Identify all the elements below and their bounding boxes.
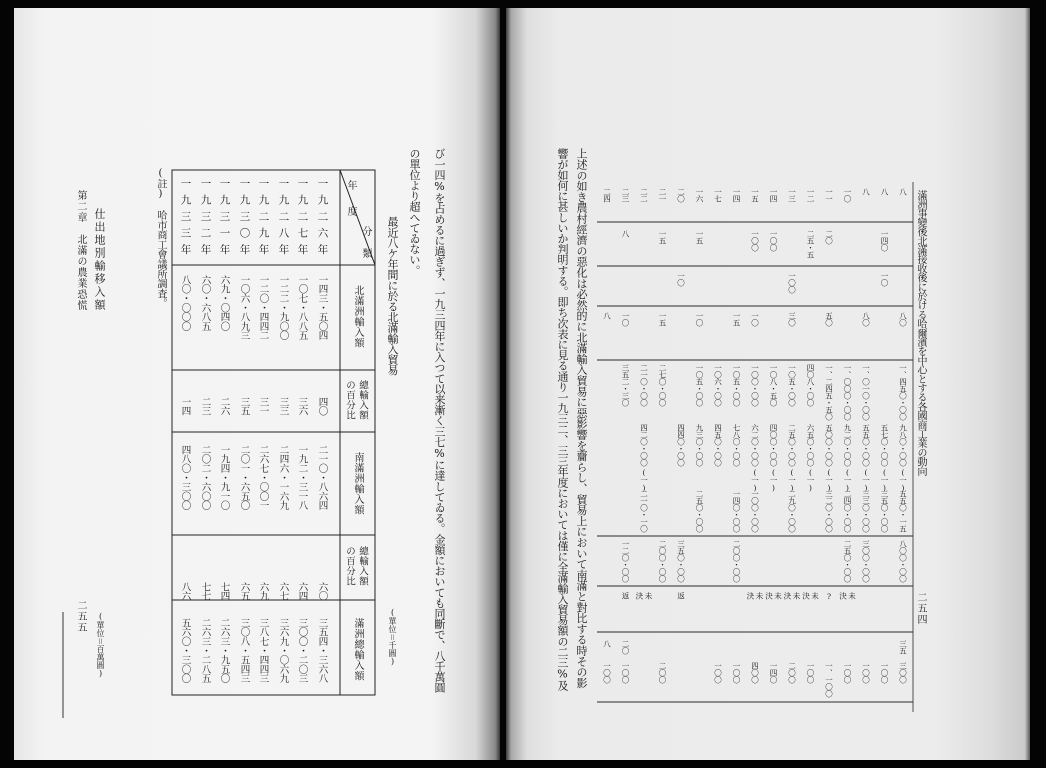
ledger-cell: 一〇 xyxy=(880,272,889,286)
ledger-cell: 三〇〇 xyxy=(898,662,908,683)
table-cell: 一二〇・四四二 xyxy=(257,275,269,341)
ledger-cell: 一七 xyxy=(713,188,723,202)
ledger-cell: 二五〇・〇〇 xyxy=(843,540,852,582)
ledger-cell: 一二〇・〇〇 xyxy=(621,540,630,582)
ledger-cell: 五五〇・〇〇 xyxy=(861,424,871,466)
ledger-cell: 二〇〇 xyxy=(787,662,797,683)
ledger-cell: 四五〇・〇〇 xyxy=(713,424,723,466)
ledger-cell: (一) xyxy=(843,468,852,492)
ledger-cell: 八 xyxy=(602,640,612,647)
ledger-cell: 一、〇一〇・〇〇 xyxy=(861,364,871,420)
ledger-cell: 一四〇 xyxy=(769,662,778,683)
ledger-cell: 四二〇・〇〇 xyxy=(639,424,649,466)
ledger-cell: 五五〇・一五 xyxy=(898,490,908,532)
table-cell: 八六 xyxy=(179,582,191,601)
ledger-cell: 九八〇・〇〇 xyxy=(898,424,908,466)
ledger-cell: 一四〇・〇〇 xyxy=(732,490,741,532)
ledger-cell: 一〇〇 xyxy=(621,662,630,683)
ledger-cell: 一〇〇 xyxy=(787,272,797,293)
table-column-header: 北滿洲輸入額 xyxy=(352,285,363,348)
ledger-cell: 一二 xyxy=(806,188,815,202)
table-cell: 四八〇・三〇〇 xyxy=(179,445,191,511)
table-cell: 八〇・〇〇〇 xyxy=(179,275,191,331)
table-cell: 六五 xyxy=(238,582,250,601)
ledger-cell: ? xyxy=(824,592,834,601)
ledger-cell: 二五・五 xyxy=(806,230,815,258)
ledger-cell: 五〇〇・〇〇 xyxy=(824,424,834,466)
ledger-cell: 八 xyxy=(880,188,889,195)
ledger-cell: 一〇 xyxy=(695,312,704,326)
table-cell: 一九四・九一〇 xyxy=(218,445,230,511)
ledger-cell: 三五 xyxy=(898,640,908,654)
table-cell: 六〇・六八五 xyxy=(199,275,211,331)
ledger-cell: 二〇 xyxy=(621,640,630,654)
ledger-cell: 四〇〇 xyxy=(750,662,760,683)
ledger-cell: 一〇八・五〇 xyxy=(769,364,778,406)
left-page xyxy=(14,8,500,760)
table-cell: 三一 xyxy=(257,397,269,416)
table-corner-year-label: 年度 xyxy=(345,180,356,232)
table-row-year: 一九三三年 xyxy=(179,178,192,261)
table-title: 最近八ケ年間に於る北滿輸入貿易 xyxy=(386,216,399,376)
ledger-cell: 一、〇〇〇・〇〇 xyxy=(843,364,852,420)
table-cell: 七四 xyxy=(218,582,230,601)
table-cell: 七七 xyxy=(199,582,211,601)
table-cell: 六〇 xyxy=(316,582,328,601)
ledger-cell: (一) xyxy=(769,468,778,492)
ledger-cell: 一〇五・〇〇 xyxy=(787,364,797,406)
ledger-cell: 二四〇・〇〇 xyxy=(843,490,852,532)
ledger-cell: 二九〇・〇〇 xyxy=(787,490,797,532)
ledger-cell: 返 xyxy=(676,592,686,599)
ledger-cell: 未決 xyxy=(635,592,653,600)
ledger-cell: 未決 xyxy=(783,592,801,600)
ledger-cell: 五〇 xyxy=(824,312,834,326)
ledger-cell: 二〇 xyxy=(824,230,834,244)
table-cell: 二六三・九五〇 xyxy=(218,618,230,684)
table-row-year: 一九三一年 xyxy=(218,178,231,261)
ledger-cell: 一〇〇・〇〇 xyxy=(750,364,760,406)
ledger-cell: (一) xyxy=(898,468,908,492)
ledger-cell: 一五 xyxy=(750,188,760,202)
table-cell: 一九二・三一八 xyxy=(296,445,308,511)
table-cell: 三三 xyxy=(277,397,289,416)
table-cell: 三六 xyxy=(296,397,308,416)
ledger-cell: 一、二四五・五〇 xyxy=(824,364,834,420)
body-text-line: 上述の如き農村經濟の惡化は必然的に北滿輸入貿易に惡影響を齎らし、貿易上において南滿と對比する時その影 xyxy=(575,148,588,689)
ledger-cell: 二四 xyxy=(602,188,612,202)
table-cell: 二〇一・六五〇 xyxy=(238,445,250,511)
ledger-cell: 一〇〇 xyxy=(713,662,723,683)
ledger-cell: 一五 xyxy=(658,230,667,244)
ledger-cell: 一〇〇 xyxy=(806,662,815,683)
table-cell: 六七 xyxy=(277,582,289,601)
table-cell: 二一〇・八六四 xyxy=(316,445,328,511)
ledger-cell: 九二〇・〇〇 xyxy=(843,424,852,466)
ledger-cell: 二三 xyxy=(621,188,630,202)
ledger-cell: 二一〇・〇〇 xyxy=(639,364,649,406)
table-column-header: 滿洲總輸入額 xyxy=(352,618,363,681)
running-head: 滿洲事變後北滿接收後に於ける哈爾濱を中心とする各國商工業の動向 xyxy=(915,190,926,476)
ledger-cell: (一) xyxy=(824,468,834,492)
table-cell: 二六 xyxy=(218,397,230,416)
table-cell: 一〇六・八九三 xyxy=(238,275,250,341)
table-row-year: 一九三〇年 xyxy=(238,178,251,261)
ledger-cell: 一〇〇 xyxy=(732,662,741,683)
body-text-line: 響が如何に甚しいか判明する。即ち次表に見る通り一九三二、三三年度においては僅に全滿輸入貿易額の二三%及 xyxy=(556,148,569,691)
ledger-cell: 二〇〇・〇〇 xyxy=(658,540,667,582)
table-row-year: 一九三二年 xyxy=(199,178,212,261)
ledger-cell: 二五〇・〇〇 xyxy=(787,424,797,466)
ledger-cell: 一五 xyxy=(695,230,704,244)
ledger-cell: 六二〇・〇〇 xyxy=(750,424,760,466)
ledger-cell: (一) xyxy=(861,468,871,492)
ledger-cell: 四〇八・〇〇 xyxy=(806,364,815,406)
ledger-cell: 五七〇・〇〇 xyxy=(880,424,889,466)
ledger-cell: 二〇〇・〇〇 xyxy=(732,540,741,582)
ledger-cell: 返 xyxy=(621,592,630,599)
ledger-cell: 二二 xyxy=(639,188,649,202)
ledger-cell: 一六 xyxy=(695,188,704,202)
ledger-cell: 一〇〇 xyxy=(861,662,871,683)
table-cell: 三〇〇・二〇三 xyxy=(296,618,308,684)
ledger-cell: 一五 xyxy=(658,312,667,326)
ledger-cell: 一、四五〇・〇〇 xyxy=(898,364,908,420)
ledger-cell: 一〇五・〇〇 xyxy=(732,364,741,406)
ledger-cell: 三〇〇・〇〇 xyxy=(861,540,871,582)
body-text-line: び一四%を占めるに過ぎず、一九三四年に入つて以来漸く三七%に達してゐる。金額においても同斷で、八千萬圓 xyxy=(433,148,446,693)
ledger-cell: 三二〇・〇〇 xyxy=(824,490,834,532)
table-cell: 一二二・九〇〇 xyxy=(277,275,289,341)
table-corner-category-label: 分類 xyxy=(360,226,371,270)
ledger-cell: 八 xyxy=(861,188,871,195)
ledger-cell: 三五〇・〇〇 xyxy=(880,490,889,532)
ledger-cell: 一〇 xyxy=(750,312,760,326)
table-column-header: 總輸入額の百分比 xyxy=(344,380,368,420)
ledger-cell: 八〇〇・〇〇 xyxy=(898,540,908,582)
ledger-cell: (一) xyxy=(880,468,889,492)
ledger-cell: 一〇五・〇〇 xyxy=(695,364,704,406)
page-number: 二五四 xyxy=(915,592,926,625)
ledger-cell: 未決 xyxy=(746,592,764,600)
table-row-year: 一九二六年 xyxy=(316,178,329,261)
table-row-year: 一九二八年 xyxy=(277,178,290,261)
ledger-cell: 二七〇・〇〇 xyxy=(658,364,667,406)
ledger-cell: 九三〇・〇〇 xyxy=(695,424,704,466)
ledger-cell: 一三 xyxy=(787,188,797,202)
ledger-cell: 一四 xyxy=(732,188,741,202)
table-column-header: 總輸入額の百分比 xyxy=(344,546,368,586)
ledger-cell: 四四〇・〇〇 xyxy=(676,424,686,466)
ledger-cell: (一) xyxy=(639,468,649,492)
table-cell: 三六九・〇六九 xyxy=(277,618,289,684)
ledger-cell: 二〇〇 xyxy=(658,662,667,683)
table-cell: 三五 xyxy=(238,397,250,416)
ledger-cell: 一〇 xyxy=(621,312,630,326)
ledger-cell: 三三〇・〇〇 xyxy=(861,490,871,532)
table-cell: 三五四・三六八 xyxy=(316,618,328,684)
ledger-cell: 一〇 xyxy=(843,188,852,202)
ledger-cell: 一〇〇 xyxy=(769,230,778,251)
ledger-cell: 一〇 xyxy=(676,272,686,286)
table-cell: 三〇八・五四三 xyxy=(238,618,250,684)
table-unit: (單位＝千圓) xyxy=(388,608,397,666)
page-number: 二五五 xyxy=(75,600,86,633)
table-cell: 六九・〇四〇 xyxy=(218,275,230,331)
ledger-cell: 一一 xyxy=(824,188,834,202)
table-source-note: (註) 哈市商工會議所調査。 xyxy=(155,168,166,309)
table-row-year: 一九二七年 xyxy=(296,178,309,261)
table-cell: 二六七・〇〇一 xyxy=(257,445,269,511)
ledger-cell: 三五〇・〇〇 xyxy=(676,540,686,582)
ledger-cell: 一〇六・〇〇 xyxy=(713,364,723,406)
table-cell: 六九 xyxy=(257,582,269,601)
ledger-cell: 三五二・三〇 xyxy=(621,364,630,406)
ledger-cell: 未決 xyxy=(801,592,820,600)
ledger-cell: 二一〇・一〇 xyxy=(639,490,649,532)
ledger-cell: 八〇 xyxy=(898,312,908,326)
table-cell: 二〇二・六〇〇 xyxy=(199,445,211,511)
table-cell: 六四 xyxy=(296,582,308,601)
next-table-title: 仕出地別輸移入額 xyxy=(93,208,106,312)
table-cell: 四〇 xyxy=(316,397,328,416)
ledger-cell: 一〇〇 xyxy=(602,662,612,683)
ledger-cell: (一) xyxy=(806,468,815,492)
table-cell: 五六〇・三〇〇 xyxy=(179,618,191,684)
ledger-cell: 六五〇・〇〇 xyxy=(806,424,815,466)
ledger-cell: 八〇 xyxy=(861,312,871,326)
body-text-line: の單位より超へてゐない。 xyxy=(408,148,421,276)
table-cell: 一四 xyxy=(179,397,191,416)
ledger-cell: 未決 xyxy=(764,592,783,600)
ledger-cell: 七八〇・〇〇 xyxy=(732,424,741,466)
ledger-cell: 三〇 xyxy=(787,312,797,326)
ledger-cell: 二〇 xyxy=(676,188,686,202)
table-cell: 二三 xyxy=(199,397,211,416)
ledger-cell: 一〇〇 xyxy=(880,662,889,683)
ledger-cell: 四〇〇・〇〇 xyxy=(769,424,778,466)
table-row-year: 一九二九年 xyxy=(257,178,270,261)
ledger-cell: 一四 xyxy=(769,188,778,202)
ledger-cell: 八 xyxy=(621,230,630,237)
chapter-footer: 第二章 北滿の農業恐慌 xyxy=(75,190,86,311)
ledger-cell: 一〇〇・〇〇 xyxy=(750,490,760,532)
ledger-cell: 未決 xyxy=(838,592,857,600)
table-column-header: 南滿洲輸入額 xyxy=(352,452,363,515)
ledger-cell: 一五 xyxy=(732,312,741,326)
ledger-cell: 二一 xyxy=(658,188,667,202)
ledger-cell: 一〇〇 xyxy=(843,662,852,683)
next-table-unit: (單位＝百萬圓) xyxy=(96,612,105,678)
ledger-cell: 八 xyxy=(602,312,612,319)
table-cell: 三八七・四四三 xyxy=(257,618,269,684)
ledger-cell: 二五〇・〇〇 xyxy=(695,490,704,532)
table-cell: 一四三・五〇四 xyxy=(316,275,328,341)
table-cell: 二六三・二八五 xyxy=(199,618,211,684)
table-cell: 二四六・一六九 xyxy=(277,445,289,511)
table-cell: 一〇七・八八五 xyxy=(296,275,308,341)
ledger-cell: 一、一〇〇 xyxy=(824,662,834,697)
ledger-cell: 八 xyxy=(898,188,908,195)
ledger-cell: 一〇〇 xyxy=(750,230,760,251)
ledger-cell: 一四〇 xyxy=(880,230,889,251)
ledger-cell: (一) xyxy=(750,468,760,492)
ledger-cell: (一) xyxy=(787,468,797,492)
